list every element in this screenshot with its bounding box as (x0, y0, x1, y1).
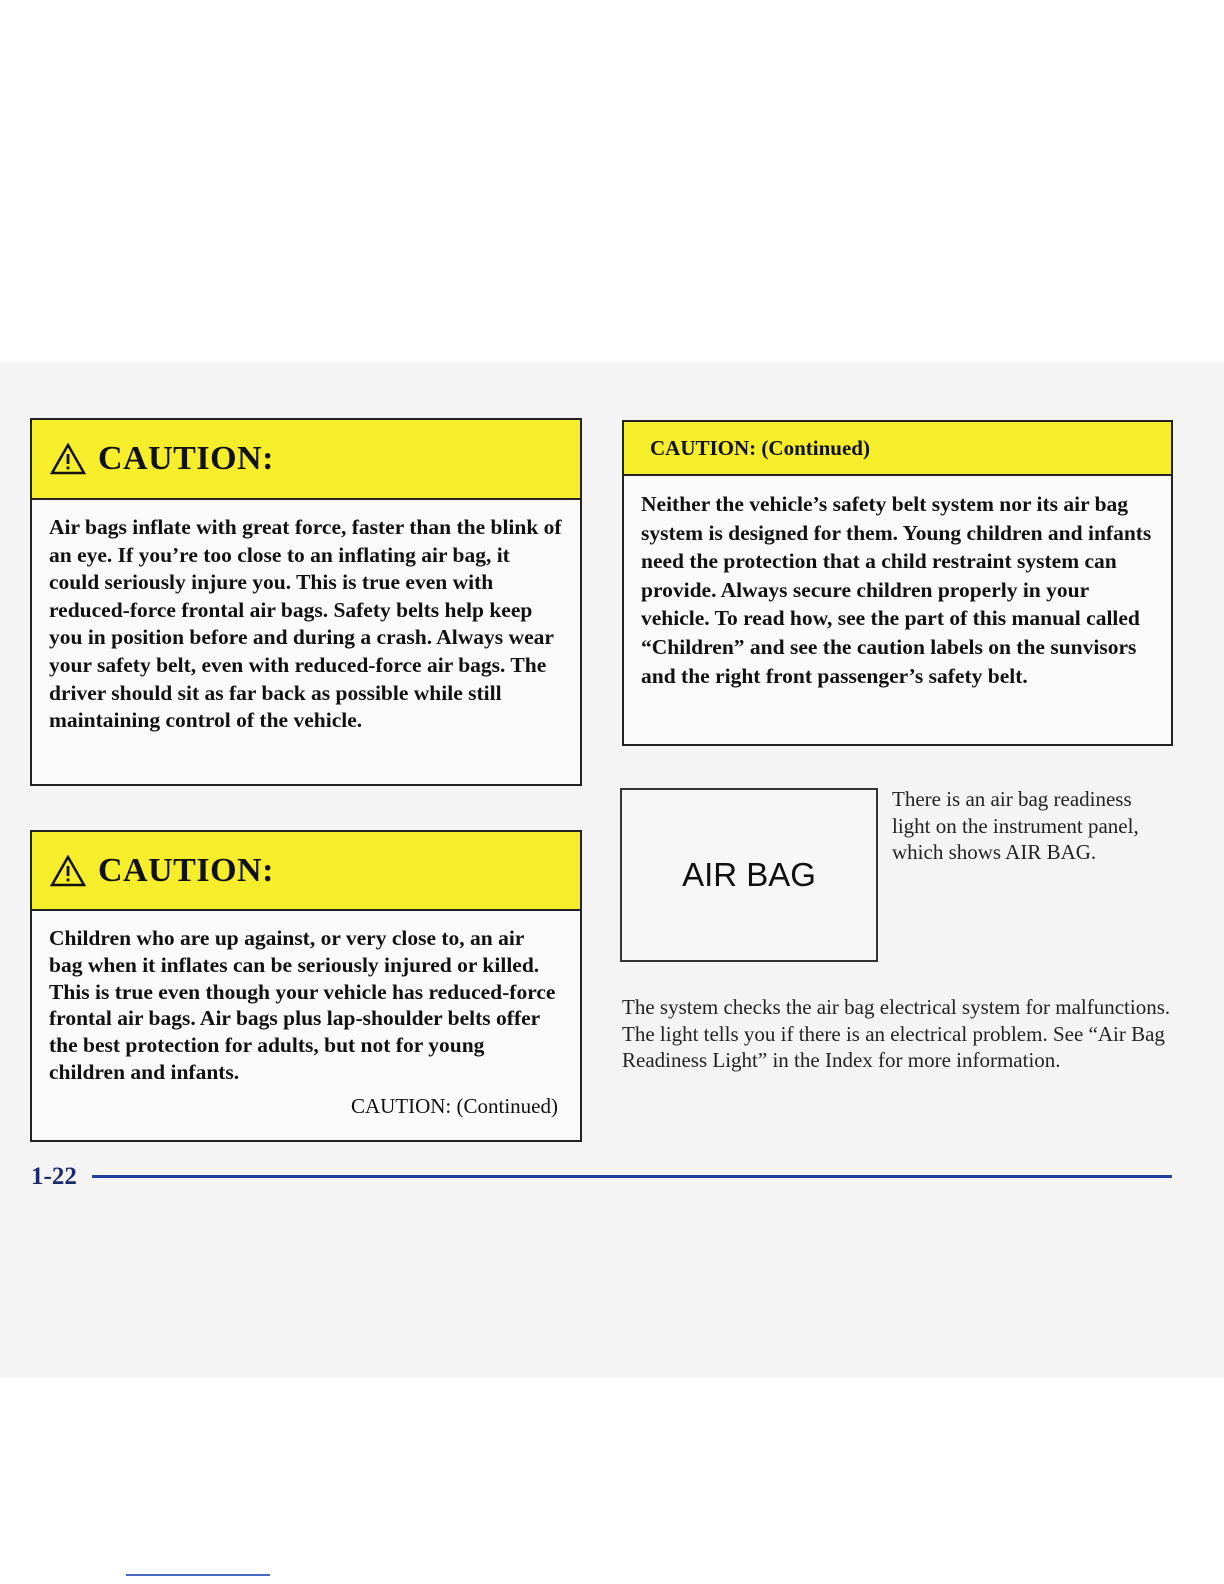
air-bag-light-label: AIR BAG (682, 856, 816, 893)
caution-box-3 (622, 420, 1173, 746)
caution-header-1 (32, 420, 580, 500)
caution-body-text: Air bags inflate with great force, faster than the blink of an eye. If you’re too close to an inflating air bag, it could seriously injure you. This is true even with reduced-force frontal air bags. Safety belts help keep you in position before and during a crash. Always wear your safety belt, even with reduced-force air bags. The driver should sit as far back as possible while still maintaining control of the vehicle. (49, 515, 562, 733)
caution-continued-title: CAUTION: (Continued) (650, 435, 870, 460)
air-bag-readiness-light-illustration (620, 788, 878, 962)
air-bag-light-description: There is an air bag readiness light on the instrument panel, which shows AIR BAG. (892, 787, 1139, 864)
caution-box-1 (30, 418, 582, 786)
page-number: 1-22 (31, 1163, 77, 1190)
caution-body-text: Children who are up against, or very close to, an air bag when it inflates can be seriously injured or killed. This is true even though your vehicle has reduced-force frontal air bags. Air bags plus lap-shoulder belts offer the best protection for adults, but not for young children and infants. (49, 926, 556, 1084)
caution-title: CAUTION: (98, 440, 274, 477)
caution-box-2 (30, 830, 582, 1142)
caution-title: CAUTION: (98, 851, 274, 889)
warning-triangle-icon (50, 855, 86, 887)
warning-triangle-icon (50, 443, 86, 475)
caution-header-3 (624, 422, 1171, 476)
caution-continued-note: CAUTION: (Continued) (350, 1093, 558, 1118)
footer-rule (92, 1175, 1172, 1178)
caution-header-2 (32, 832, 580, 911)
bottom-underline (126, 1574, 270, 1576)
caution-body-text: Neither the vehicle’s safety belt system nor its air bag system is designed for them. Young children and infants need the protection that a child restraint system can provide. Always secure children properly in your vehicle. To read how, see the part of this manual called “Children” and see the caution labels on the sunvisors and the right front passenger’s safety belt. (641, 492, 1152, 688)
system-check-paragraph: The system checks the air bag electrical system for malfunctions. The light tells you if there is an electrical problem. See “Air Bag Readiness Light” in the Index for more information. (622, 995, 1171, 1072)
